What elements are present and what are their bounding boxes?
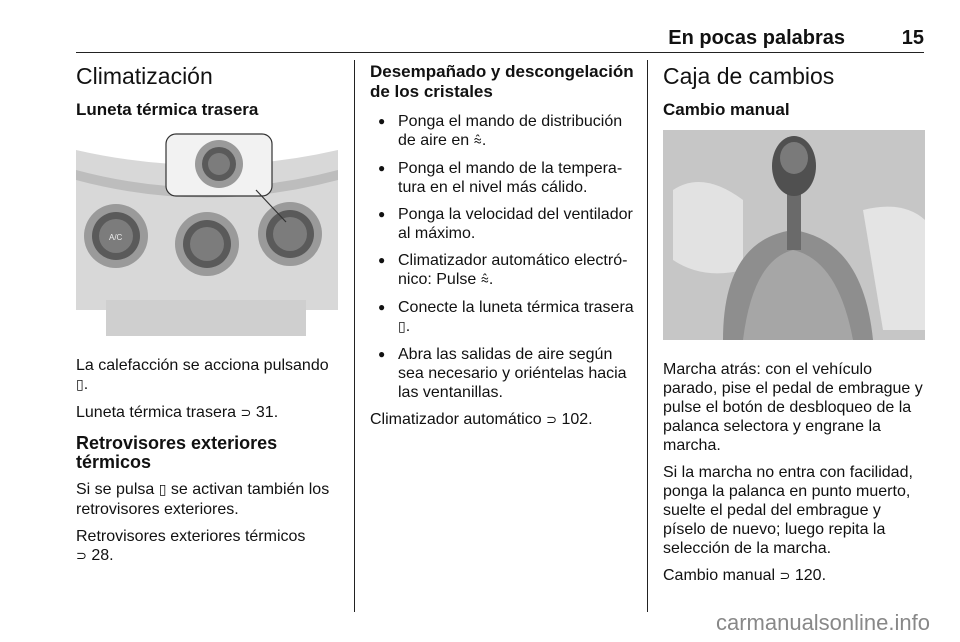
reference-arrow-icon: ⊃ (240, 405, 252, 420)
paragraph-text: Si se pulsa (76, 481, 155, 498)
rear-defrost-icon: ▯ (398, 319, 406, 335)
list-item-text: Abra las salidas de aire según sea necesario y oriéntelas hacia las ventanillas. (398, 346, 627, 401)
paragraph-text: Retrovisores exteriores térmicos (76, 528, 306, 545)
middle-column (370, 62, 638, 437)
list-item-text: Ponga el mando de la temperatura en el nivel más cálido. (398, 160, 623, 196)
page-reference: 120. (794, 567, 827, 584)
reference-arrow-icon: ⊃ (76, 548, 87, 563)
reference-arrow-icon: ⊃ (546, 412, 557, 427)
paragraph-retrovisores-ref (76, 527, 344, 565)
paragraph-text: Cambio manual (663, 567, 776, 584)
list-item (370, 205, 638, 243)
rear-defrost-icon: ▯ (158, 482, 167, 498)
header-rule (76, 52, 924, 53)
paragraph-text: La calefacción se acciona pulsando (76, 357, 329, 374)
column-divider-2 (647, 60, 648, 612)
list-item (370, 159, 638, 197)
section-heading-climatizacion: Climatización (76, 63, 213, 89)
section-heading-caja: Caja de cambios (663, 63, 835, 89)
instruction-list (370, 112, 638, 402)
paragraph-calefaccion: La calefacción se acciona pulsando ▯. (76, 357, 329, 393)
list-item-text: Conecte la luneta térmica trasera (398, 299, 634, 316)
reference-arrow-icon: ⊃ (779, 568, 791, 583)
list-item-text: Ponga el mando de distribución de aire en (398, 113, 623, 149)
climate-controls-figure (76, 130, 338, 336)
subheading-cambio-manual: Cambio manual (663, 100, 790, 119)
header-title: En pocas palabras (668, 27, 845, 49)
page-number: 15 (901, 27, 924, 49)
list-item-text: . (481, 132, 487, 149)
list-item (370, 112, 638, 151)
paragraph-text: Climatizador automático (370, 411, 542, 428)
page-reference: 102. (561, 411, 593, 428)
column-divider-1 (354, 60, 355, 612)
ac-label: A/C (109, 233, 123, 242)
page-reference: 31. (255, 404, 279, 421)
list-item-text: . (405, 318, 411, 335)
windshield-defrost-icon: ⩯ (480, 272, 489, 288)
list-item (370, 345, 638, 402)
list-item-text: Ponga la velocidad del ventilador al máximo. (398, 206, 633, 242)
paragraph-cambio-ref (663, 566, 927, 585)
paragraph-text: se activan también los retrovisores exteriores. (76, 481, 330, 518)
page-reference: 28. (91, 547, 114, 564)
watermark: carmanualsonline.info (715, 610, 930, 635)
paragraph-retrovisores (76, 480, 344, 519)
rear-defrost-icon: ▯ (76, 377, 84, 393)
windshield-defrost-icon: ⩯ (473, 133, 482, 149)
left-column (76, 62, 344, 573)
list-item-text: . (488, 271, 494, 288)
gear-shift-figure (663, 130, 925, 340)
right-column (663, 62, 927, 593)
paragraph-punto-muerto: Si la marcha no entra con facilidad, ponga la palanca en punto muerto, suelte el pedal del embrague y píselo de nuevo; luego repita la selección de la marcha. (663, 464, 913, 557)
heading-desempanado: Desempañado y descongelación de los cristales (370, 62, 634, 101)
list-item-text: Climatizador automático electrónico: Pulse (398, 252, 628, 288)
subheading-retrovisores: Retrovisores exteriores térmicos (76, 433, 278, 472)
paragraph-climatizador-ref (370, 410, 638, 429)
paragraph-marcha-atras: Marcha atrás: con el vehículo parado, pise el pedal de embrague y pulse el botón de desbloqueo de la palanca selectora y engrane la marcha. (663, 361, 923, 454)
paragraph-luneta-ref (76, 403, 344, 422)
subheading-luneta: Luneta térmica trasera (76, 100, 259, 119)
list-item (370, 251, 638, 290)
paragraph-text: Luneta térmica trasera (76, 404, 237, 421)
list-item (370, 298, 638, 337)
